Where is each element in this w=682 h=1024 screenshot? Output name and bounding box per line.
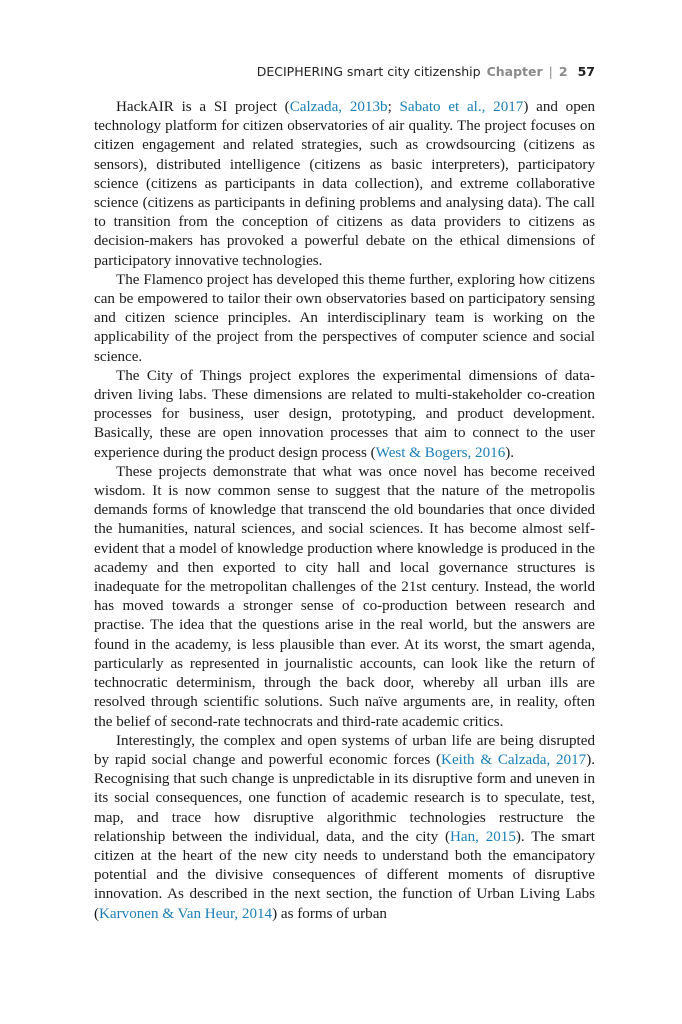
citation-link[interactable]: Sabato et al., 2017	[399, 99, 524, 115]
paragraph-interestingly	[94, 732, 595, 924]
paragraph-flamenco: The Flamenco project has developed this theme further, exploring how citizens can be empowered to tailor their own observatories based on participatory sensing and citizen science principles. An interdisciplinary team is working on the applicability of the project from the perspectives of computer science and social science.	[94, 271, 595, 365]
paragraph-hackair	[94, 98, 595, 271]
body-text	[94, 98, 595, 924]
citation-link[interactable]: West & Bogers, 2016	[375, 444, 506, 461]
header-chapter-number: 2	[558, 64, 568, 79]
paragraph-text: Interestingly, the complex and open systems of urban life are being disrupted by rapid social change and powerful economic forces (	[94, 732, 595, 768]
paragraph-text: ). The smart citizen at the heart of the new city needs to understand both the emancipatory potential and the divisive consequences of different moments of disruptive innovation. As described in the next section, the function of Urban Living Labs (	[94, 828, 595, 922]
header-separator: |	[548, 64, 553, 79]
paragraph-text: ).	[505, 444, 515, 461]
paragraph-text: ) and open technology platform for citizen observatories of air quality. The project focuses on citizen engagement and related strategies, such as crowdsourcing (citizens as sensors), distributed intelligence (citizens as basic interpreters), participatory science (citizens as participants in data collection), and extreme collaborative science (citizens as participants in defining problems and analysing data). The call to transition from the conception of citizens as data providers to citizens as decision-makers has provoked a powerful debate on the ethical dimensions of participatory innovative technologies.	[94, 99, 596, 269]
citation-link[interactable]: Karvonen & Van Heur, 2014	[99, 905, 273, 922]
header-title: DECIPHERING smart city citizenship	[256, 64, 481, 79]
paragraph-text: ;	[387, 99, 400, 115]
header-chapter-label: Chapter	[486, 64, 543, 79]
citation-link[interactable]: Han, 2015	[450, 828, 516, 845]
paragraph-text: The City of Things project explores the experimental dimensions of data-driven living labs. These dimensions are related to multi-stakeholder co-creation processes for business, user design, prototyping, and product development. Basically, these are open innovation processes that aim to connect to the user experience during the product design process (	[94, 367, 595, 461]
page-number: 57	[577, 64, 595, 79]
running-header	[94, 64, 595, 79]
paragraph-text: ). Recognising that such change is unpredictable in its disruptive form and uneven in its social consequences, one function of academic research is to speculate, test, map, and trace how disruptive algorithmic technologies restructure the relationship between the individual, data, and the city (	[94, 751, 595, 845]
paragraph-city-of-things	[94, 367, 595, 463]
citation-link[interactable]: Calzada, 2013b	[289, 99, 388, 115]
citation-link[interactable]: Keith & Calzada, 2017	[441, 751, 587, 768]
paragraph-text: ) as forms of urban	[272, 905, 387, 922]
paragraph-received-wisdom: These projects demonstrate that what was once novel has become received wisdom. It is now common sense to suggest that the nature of the metropolis demands forms of knowledge that transcend the old boundaries that once divided the humanities, natural sciences, and social sciences. It has become almost self-evident that a model of knowledge production where knowledge is produced in the academy and then exported to city hall and local governance structures is inadequate for the metropolitan challenges of the 21st century. Instead, the world has moved towards a stronger sense of co-production between research and practise. The idea that the questions arise in the real world, but the answers are found in the academy, is less plausible than ever. At its worst, the smart agenda, particularly as represented in journalistic accounts, can look like the return of technocratic determinism, through the back door, whereby all urban ills are resolved through scientific solutions. Such naïve arguments are, in reality, often the belief of second-rate technocrats and third-rate academic critics.	[94, 463, 595, 730]
paragraph-text: HackAIR is a SI project (	[116, 99, 290, 115]
